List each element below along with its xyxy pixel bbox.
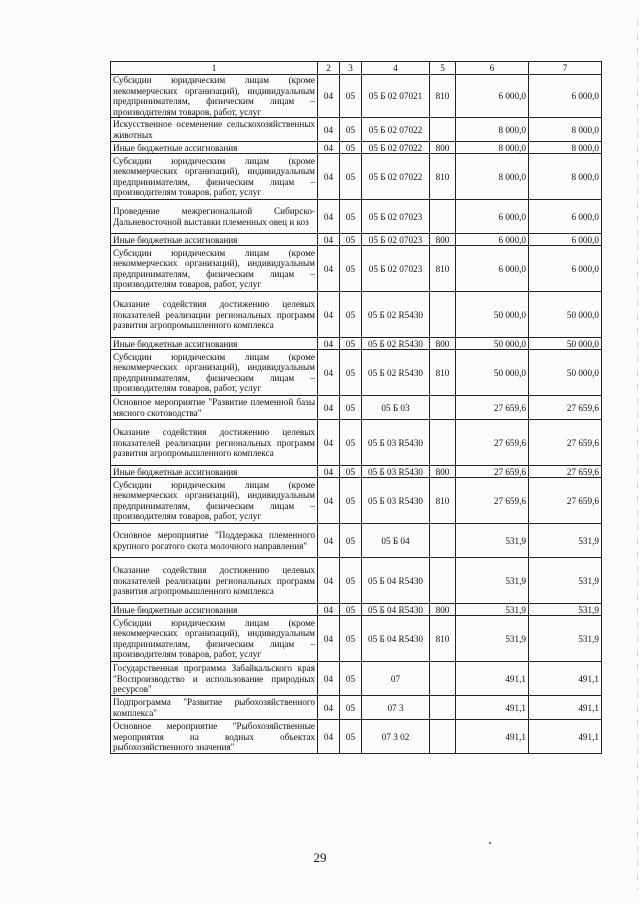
row-c5-cell: [430, 292, 456, 338]
row-c5-cell: 800: [430, 142, 456, 154]
row-c6-cell: 6 000,0: [456, 246, 529, 292]
row-c4-cell: 05 Б 02 07023: [362, 234, 430, 246]
row-c3-cell: 05: [340, 338, 362, 350]
row-c2-cell: 04: [318, 200, 340, 234]
row-c2-cell: 04: [318, 246, 340, 292]
scan-edge: [637, 20, 638, 890]
row-c2-cell: 04: [318, 466, 340, 478]
row-c2-cell: 04: [318, 720, 340, 754]
row-name-cell: Субсидии юридическим лицам (кроме некоммерческих организаций), индивидуальным предпринимателям, физическим лицам – производителям товаров, работ, услуг: [111, 75, 318, 118]
row-c7-cell: 491,1: [529, 696, 602, 720]
row-c6-cell: 8 000,0: [456, 154, 529, 200]
row-c6-cell: 531,9: [456, 604, 529, 616]
row-c4-cell: 05 Б 02 07022: [362, 154, 430, 200]
table-row: [111, 338, 602, 350]
row-c6-cell: 50 000,0: [456, 350, 529, 396]
row-c6-cell: 491,1: [456, 720, 529, 754]
table-row: [111, 478, 602, 524]
row-c6-cell: 8 000,0: [456, 118, 529, 142]
row-c6-cell: 8 000,0: [456, 142, 529, 154]
row-c3-cell: 05: [340, 604, 362, 616]
header-col-2: 2: [318, 62, 340, 75]
table-row: [111, 292, 602, 338]
budget-table: [110, 61, 602, 754]
table-row: [111, 396, 602, 420]
row-c2-cell: 04: [318, 350, 340, 396]
header-col-1: 1: [111, 62, 318, 75]
row-c5-cell: 800: [430, 604, 456, 616]
row-c3-cell: 05: [340, 478, 362, 524]
row-c4-cell: 05 Б 02 07023: [362, 246, 430, 292]
row-c3-cell: 05: [340, 720, 362, 754]
row-c6-cell: 50 000,0: [456, 292, 529, 338]
table-row: [111, 246, 602, 292]
table-row: [111, 466, 602, 478]
row-c5-cell: [430, 524, 456, 558]
row-c6-cell: 6 000,0: [456, 234, 529, 246]
row-c7-cell: 27 659,6: [529, 396, 602, 420]
table-row: [111, 720, 602, 754]
row-c7-cell: 6 000,0: [529, 246, 602, 292]
row-c3-cell: 05: [340, 696, 362, 720]
row-c6-cell: 27 659,6: [456, 478, 529, 524]
row-c6-cell: 531,9: [456, 558, 529, 604]
row-c4-cell: 05 Б 02 07021: [362, 75, 430, 118]
row-c3-cell: 05: [340, 234, 362, 246]
row-name-cell: Субсидии юридическим лицам (кроме некоммерческих организаций), индивидуальным предпринимателям, физическим лицам – производителям товаров, работ, услуг: [111, 350, 318, 396]
table-row: [111, 75, 602, 118]
row-c6-cell: 6 000,0: [456, 200, 529, 234]
table-row: [111, 200, 602, 234]
row-c5-cell: [430, 200, 456, 234]
row-c4-cell: 07 3 02: [362, 720, 430, 754]
row-c2-cell: 04: [318, 662, 340, 696]
row-c2-cell: 04: [318, 420, 340, 466]
row-c7-cell: 27 659,6: [529, 420, 602, 466]
row-c4-cell: 05 Б 04 R5430: [362, 558, 430, 604]
table-row: [111, 420, 602, 466]
row-c6-cell: 531,9: [456, 524, 529, 558]
row-name-cell: Иные бюджетные ассигнования: [111, 234, 318, 246]
row-name-cell: Оказание содействия достижению целевых показателей реализации региональных программ развития агропромышленного комплекса: [111, 292, 318, 338]
row-c4-cell: 07 3: [362, 696, 430, 720]
row-c3-cell: 05: [340, 616, 362, 662]
row-c6-cell: 27 659,6: [456, 466, 529, 478]
row-c4-cell: 07: [362, 662, 430, 696]
row-c7-cell: 531,9: [529, 616, 602, 662]
row-c3-cell: 05: [340, 154, 362, 200]
row-c4-cell: 05 Б 02 R5430: [362, 350, 430, 396]
table-row: [111, 662, 602, 696]
table-row: [111, 142, 602, 154]
row-c7-cell: 27 659,6: [529, 466, 602, 478]
header-col-7: 7: [529, 62, 602, 75]
row-c5-cell: [430, 720, 456, 754]
header-col-6: 6: [456, 62, 529, 75]
row-c3-cell: 05: [340, 118, 362, 142]
row-c4-cell: 05 Б 04 R5430: [362, 604, 430, 616]
row-c7-cell: 531,9: [529, 558, 602, 604]
table-row: [111, 604, 602, 616]
row-c2-cell: 04: [318, 234, 340, 246]
row-c7-cell: 531,9: [529, 524, 602, 558]
row-c5-cell: 810: [430, 154, 456, 200]
row-c5-cell: 810: [430, 350, 456, 396]
row-c2-cell: 04: [318, 142, 340, 154]
table-row: [111, 696, 602, 720]
row-c2-cell: 04: [318, 478, 340, 524]
row-c2-cell: 04: [318, 558, 340, 604]
table-row: [111, 234, 602, 246]
table-row: [111, 118, 602, 142]
row-name-cell: Государственная программа Забайкальского края "Воспроизводство и использование природных ресурсов": [111, 662, 318, 696]
row-c2-cell: 04: [318, 338, 340, 350]
row-c3-cell: 05: [340, 292, 362, 338]
scan-speck: [489, 842, 491, 844]
header-col-5: 5: [430, 62, 456, 75]
row-c5-cell: 810: [430, 75, 456, 118]
header-col-4: 4: [362, 62, 430, 75]
row-c3-cell: 05: [340, 524, 362, 558]
row-c5-cell: 800: [430, 338, 456, 350]
row-name-cell: Иные бюджетные ассигнования: [111, 142, 318, 154]
row-c3-cell: 05: [340, 466, 362, 478]
row-name-cell: Оказание содействия достижению целевых показателей реализации региональных программ развития агропромышленного комплекса: [111, 558, 318, 604]
header-col-3: 3: [340, 62, 362, 75]
row-name-cell: Субсидии юридическим лицам (кроме некоммерческих организаций), индивидуальным предпринимателям, физическим лицам – производителям товаров, работ, услуг: [111, 616, 318, 662]
row-c5-cell: 810: [430, 616, 456, 662]
row-c5-cell: [430, 662, 456, 696]
row-c3-cell: 05: [340, 142, 362, 154]
row-name-cell: Проведение межрегиональной Сибирско-Дальневосточной выставки племенных овец и коз: [111, 200, 318, 234]
table-header-row: [111, 62, 602, 75]
row-c5-cell: 810: [430, 246, 456, 292]
table-row: [111, 154, 602, 200]
row-c7-cell: 8 000,0: [529, 118, 602, 142]
row-c5-cell: [430, 558, 456, 604]
row-c2-cell: 04: [318, 616, 340, 662]
row-name-cell: Иные бюджетные ассигнования: [111, 466, 318, 478]
row-name-cell: Иные бюджетные ассигнования: [111, 338, 318, 350]
row-c2-cell: 04: [318, 524, 340, 558]
row-c2-cell: 04: [318, 118, 340, 142]
row-c7-cell: 531,9: [529, 604, 602, 616]
table-row: [111, 350, 602, 396]
row-c3-cell: 05: [340, 350, 362, 396]
row-c3-cell: 05: [340, 75, 362, 118]
page-number: 29: [313, 850, 327, 865]
row-c5-cell: 800: [430, 234, 456, 246]
row-c7-cell: 491,1: [529, 720, 602, 754]
row-c4-cell: 05 Б 02 07022: [362, 142, 430, 154]
table-row: [111, 558, 602, 604]
row-c7-cell: 50 000,0: [529, 350, 602, 396]
row-c4-cell: 05 Б 03 R5430: [362, 420, 430, 466]
row-c7-cell: 6 000,0: [529, 200, 602, 234]
row-c4-cell: 05 Б 02 R5430: [362, 338, 430, 350]
row-c2-cell: 04: [318, 154, 340, 200]
row-c4-cell: 05 Б 02 R5430: [362, 292, 430, 338]
row-c5-cell: 810: [430, 478, 456, 524]
table-row: [111, 616, 602, 662]
row-c7-cell: 491,1: [529, 662, 602, 696]
row-name-cell: Субсидии юридическим лицам (кроме некоммерческих организаций), индивидуальным предпринимателям, физическим лицам – производителям товаров, работ, услуг: [111, 154, 318, 200]
row-c7-cell: 50 000,0: [529, 338, 602, 350]
row-c4-cell: 05 Б 04: [362, 524, 430, 558]
row-c6-cell: 6 000,0: [456, 75, 529, 118]
row-c5-cell: [430, 118, 456, 142]
row-c4-cell: 05 Б 02 07022: [362, 118, 430, 142]
row-name-cell: Основное мероприятие "Развитие племенной базы мясного скотоводства": [111, 396, 318, 420]
row-c7-cell: 6 000,0: [529, 75, 602, 118]
row-c3-cell: 05: [340, 246, 362, 292]
row-c3-cell: 05: [340, 396, 362, 420]
row-c6-cell: 27 659,6: [456, 396, 529, 420]
row-c5-cell: [430, 396, 456, 420]
row-c2-cell: 04: [318, 696, 340, 720]
row-c4-cell: 05 Б 02 07023: [362, 200, 430, 234]
row-name-cell: Субсидии юридическим лицам (кроме некоммерческих организаций), индивидуальным предпринимателям, физическим лицам – производителям товаров, работ, услуг: [111, 478, 318, 524]
row-c4-cell: 05 Б 03 R5430: [362, 478, 430, 524]
row-name-cell: Основное мероприятие "Рыбохозяйственные мероприятия на водных объектах рыбохозяйственного значения": [111, 720, 318, 754]
row-c3-cell: 05: [340, 558, 362, 604]
row-c2-cell: 04: [318, 292, 340, 338]
row-name-cell: Подпрограмма "Развитие рыбохозяйственного комплекса": [111, 696, 318, 720]
row-c5-cell: [430, 420, 456, 466]
row-c4-cell: 05 Б 04 R5430: [362, 616, 430, 662]
row-c4-cell: 05 Б 03: [362, 396, 430, 420]
row-c6-cell: 50 000,0: [456, 338, 529, 350]
row-name-cell: Оказание содействия достижению целевых показателей реализации региональных программ развития агропромышленного комплекса: [111, 420, 318, 466]
row-c6-cell: 27 659,6: [456, 420, 529, 466]
row-c7-cell: 8 000,0: [529, 142, 602, 154]
row-c5-cell: [430, 696, 456, 720]
row-c2-cell: 04: [318, 75, 340, 118]
row-c3-cell: 05: [340, 662, 362, 696]
row-c2-cell: 04: [318, 396, 340, 420]
row-name-cell: Искусственное осеменение сельскохозяйственных животных: [111, 118, 318, 142]
row-name-cell: Субсидии юридическим лицам (кроме некоммерческих организаций), индивидуальным предпринимателям, физическим лицам – производителям товаров, работ, услуг: [111, 246, 318, 292]
row-c2-cell: 04: [318, 604, 340, 616]
row-c6-cell: 491,1: [456, 696, 529, 720]
row-c3-cell: 05: [340, 200, 362, 234]
row-c6-cell: 531,9: [456, 616, 529, 662]
row-c7-cell: 8 000,0: [529, 154, 602, 200]
row-c4-cell: 05 Б 03 R5430: [362, 466, 430, 478]
row-c3-cell: 05: [340, 420, 362, 466]
row-name-cell: Основное мероприятие "Поддержка племенного крупного рогатого скота молочного направления": [111, 524, 318, 558]
row-c5-cell: 800: [430, 466, 456, 478]
row-c7-cell: 27 659,6: [529, 478, 602, 524]
row-c7-cell: 6 000,0: [529, 234, 602, 246]
row-c7-cell: 50 000,0: [529, 292, 602, 338]
row-c6-cell: 491,1: [456, 662, 529, 696]
row-name-cell: Иные бюджетные ассигнования: [111, 604, 318, 616]
table-row: [111, 524, 602, 558]
